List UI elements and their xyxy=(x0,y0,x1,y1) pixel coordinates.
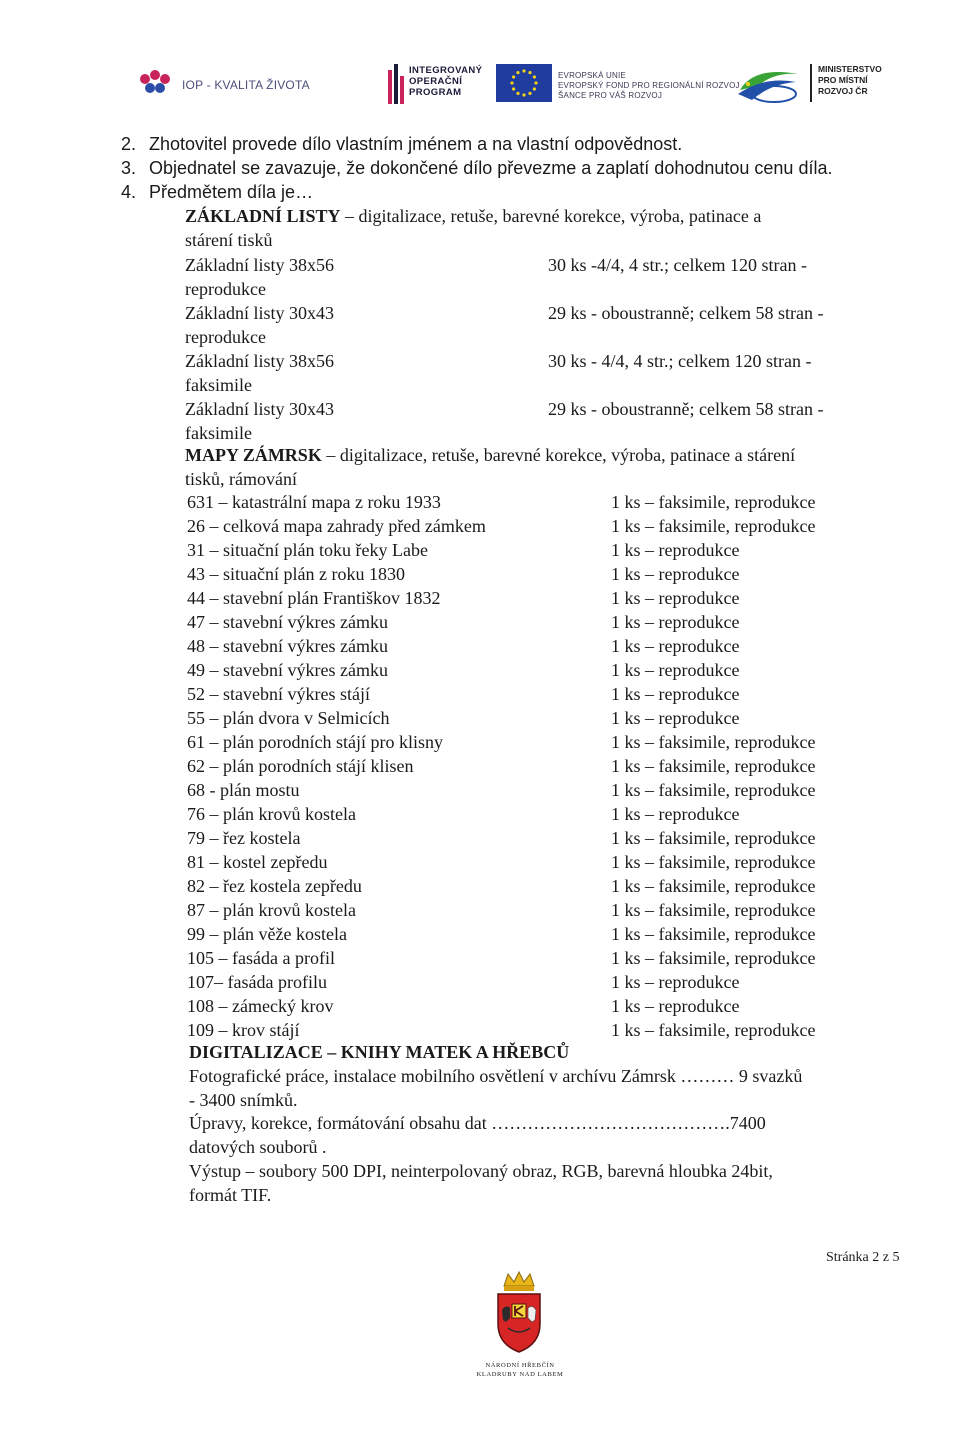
map-item-qty: 1 ks – reprodukce xyxy=(611,972,740,992)
zakladni-row-name: Základní listy 38x56 xyxy=(185,255,334,275)
map-item-qty: 1 ks – reprodukce xyxy=(611,540,740,560)
eu-text: EVROPSKÁ UNIE EVROPSKÝ FOND PRO REGIONÁLNÍ ROZVOJ ŠANCE PRO VÁŠ ROZVOJ xyxy=(558,71,740,100)
zakladni-heading: ZÁKLADNÍ LISTY xyxy=(185,206,341,226)
map-item-name: 26 – celková mapa zahrady před zámkem xyxy=(187,516,486,536)
map-item-name: 52 – stavební výkres stájí xyxy=(187,684,370,704)
map-item-name: 68 - plán mostu xyxy=(187,780,300,800)
map-item-name: 43 – situační plán z roku 1830 xyxy=(187,564,405,584)
map-item-name: 87 – plán krovů kostela xyxy=(187,900,356,920)
zakladni-row-spec: 30 ks - 4/4, 4 str.; celkem 120 stran - xyxy=(548,351,812,371)
map-item-name: 55 – plán dvora v Selmicích xyxy=(187,708,390,728)
map-item-qty: 1 ks – faksimile, reprodukce xyxy=(611,756,816,776)
item-4-number: 4. xyxy=(121,182,137,202)
zakladni-row-name: Základní listy 30x43 xyxy=(185,399,334,419)
iop-logo-icon xyxy=(138,68,178,98)
map-item-qty: 1 ks – reprodukce xyxy=(611,708,740,728)
map-item-qty: 1 ks – faksimile, reprodukce xyxy=(611,852,816,872)
map-item-name: 107– fasáda profilu xyxy=(187,972,327,992)
map-item-qty: 1 ks – reprodukce xyxy=(611,660,740,680)
map-item-qty: 1 ks – faksimile, reprodukce xyxy=(611,516,816,536)
stud-crest-icon xyxy=(490,1270,548,1356)
map-item-qty: 1 ks – reprodukce xyxy=(611,564,740,584)
zakladni-heading-line xyxy=(185,205,761,227)
mapy-heading-rest: – digitalizace, retuše, barevné korekce, výroba, patinace a stárení xyxy=(326,445,796,465)
map-item-name: 76 – plán krovů kostela xyxy=(187,804,356,824)
item-3-number: 3. xyxy=(121,158,137,178)
digitalizace-line: Výstup – soubory 500 DPI, neinterpolovaný obraz, RGB, barevná hloubka 24bit, xyxy=(189,1161,773,1181)
map-item-name: 48 – stavební výkres zámku xyxy=(187,636,388,656)
page-header xyxy=(0,56,960,112)
map-item-qty: 1 ks – reprodukce xyxy=(611,588,740,608)
digitalizace-line: - 3400 snímků. xyxy=(189,1090,298,1110)
zakladni-row-cont: reprodukce xyxy=(185,327,266,347)
iop-label: IOP - KVALITA ŽIVOTA xyxy=(182,78,310,92)
mapy-heading-line xyxy=(185,444,795,466)
map-item-qty: 1 ks – faksimile, reprodukce xyxy=(611,1020,816,1040)
map-item-name: 109 – krov stájí xyxy=(187,1020,300,1040)
digitalizace-heading: DIGITALIZACE – KNIHY MATEK A HŘEBCŮ xyxy=(189,1042,570,1062)
ministry-logo-icon xyxy=(734,60,804,106)
zakladni-row-cont: faksimile xyxy=(185,375,252,395)
map-item-qty: 1 ks – faksimile, reprodukce xyxy=(611,828,816,848)
map-item-name: 108 – zámecký krov xyxy=(187,996,334,1016)
map-item-name: 47 – stavební výkres zámku xyxy=(187,612,388,632)
map-item-qty: 1 ks – reprodukce xyxy=(611,996,740,1016)
digitalizace-line: datových souborů . xyxy=(189,1137,327,1157)
map-item-qty: 1 ks – faksimile, reprodukce xyxy=(611,900,816,920)
map-item-name: 61 – plán porodních stájí pro klisny xyxy=(187,732,443,752)
iop-bars-icon xyxy=(388,64,404,104)
item-4-text: Předmětem díla je… xyxy=(149,182,314,202)
item-3-text: Objednatel se zavazuje, že dokončené dílo převezme a zaplatí dohodnutou cenu díla. xyxy=(149,158,833,178)
zakladni-row-spec: 29 ks - oboustranně; celkem 58 stran - xyxy=(548,399,824,419)
mapy-heading: MAPY ZÁMRSK xyxy=(185,445,322,465)
eu-flag-icon xyxy=(496,64,552,102)
map-item-name: 82 – řez kostela zepředu xyxy=(187,876,362,896)
item-2-number: 2. xyxy=(121,134,137,154)
map-item-qty: 1 ks – faksimile, reprodukce xyxy=(611,876,816,896)
digitalizace-line: Fotografické práce, instalace mobilního osvětlení v archívu Zámrsk ……… 9 svazků xyxy=(189,1066,803,1086)
zakladni-heading-rest: – digitalizace, retuše, barevné korekce, výroba, patinace a xyxy=(345,206,762,226)
map-item-qty: 1 ks – reprodukce xyxy=(611,684,740,704)
map-item-name: 31 – situační plán toku řeky Labe xyxy=(187,540,428,560)
iop-title: INTEGROVANÝ OPERAČNÍ PROGRAM xyxy=(409,65,483,98)
zakladni-row-name: Základní listy 30x43 xyxy=(185,303,334,323)
map-item-name: 81 – kostel zepředu xyxy=(187,852,328,872)
map-item-name: 62 – plán porodních stájí klisen xyxy=(187,756,414,776)
zakladni-heading-line2: stárení tisků xyxy=(185,230,273,250)
map-item-name: 79 – řez kostela xyxy=(187,828,301,848)
map-item-qty: 1 ks – faksimile, reprodukce xyxy=(611,780,816,800)
map-item-qty: 1 ks – reprodukce xyxy=(611,636,740,656)
map-item-name: 631 – katastrální mapa z roku 1933 xyxy=(187,492,441,512)
digitalizace-line: Úpravy, korekce, formátování obsahu dat ………………………………….7400 xyxy=(189,1113,766,1133)
map-item-qty: 1 ks – reprodukce xyxy=(611,612,740,632)
ministry-separator xyxy=(810,64,812,102)
map-item-qty: 1 ks – faksimile, reprodukce xyxy=(611,948,816,968)
map-item-qty: 1 ks – faksimile, reprodukce xyxy=(611,924,816,944)
zakladni-row-spec: 29 ks - oboustranně; celkem 58 stran - xyxy=(548,303,824,323)
crest-caption: NÁRODNÍ HŘEBČÍN KLADRUBY NAD LABEM xyxy=(476,1362,564,1378)
map-item-name: 99 – plán věže kostela xyxy=(187,924,347,944)
map-item-qty: 1 ks – faksimile, reprodukce xyxy=(611,492,816,512)
map-item-qty: 1 ks – reprodukce xyxy=(611,804,740,824)
page-number: Stránka 2 z 5 xyxy=(826,1250,900,1265)
map-item-name: 49 – stavební výkres zámku xyxy=(187,660,388,680)
zakladni-row-name: Základní listy 38x56 xyxy=(185,351,334,371)
map-item-name: 105 – fasáda a profil xyxy=(187,948,335,968)
mapy-heading-line2: tisků, rámování xyxy=(185,469,297,489)
map-item-name: 44 – stavební plán Františkov 1832 xyxy=(187,588,441,608)
ministry-text: MINISTERSTVO PRO MÍSTNÍ ROZVOJ ČR xyxy=(818,64,882,96)
digitalizace-line: formát TIF. xyxy=(189,1185,272,1205)
item-2-text: Zhotovitel provede dílo vlastním jménem a na vlastní odpovědnost. xyxy=(149,134,683,154)
map-item-qty: 1 ks – faksimile, reprodukce xyxy=(611,732,816,752)
zakladni-row-spec: 30 ks -4/4, 4 str.; celkem 120 stran - xyxy=(548,255,807,275)
zakladni-row-cont: faksimile xyxy=(185,423,252,443)
zakladni-row-cont: reprodukce xyxy=(185,279,266,299)
